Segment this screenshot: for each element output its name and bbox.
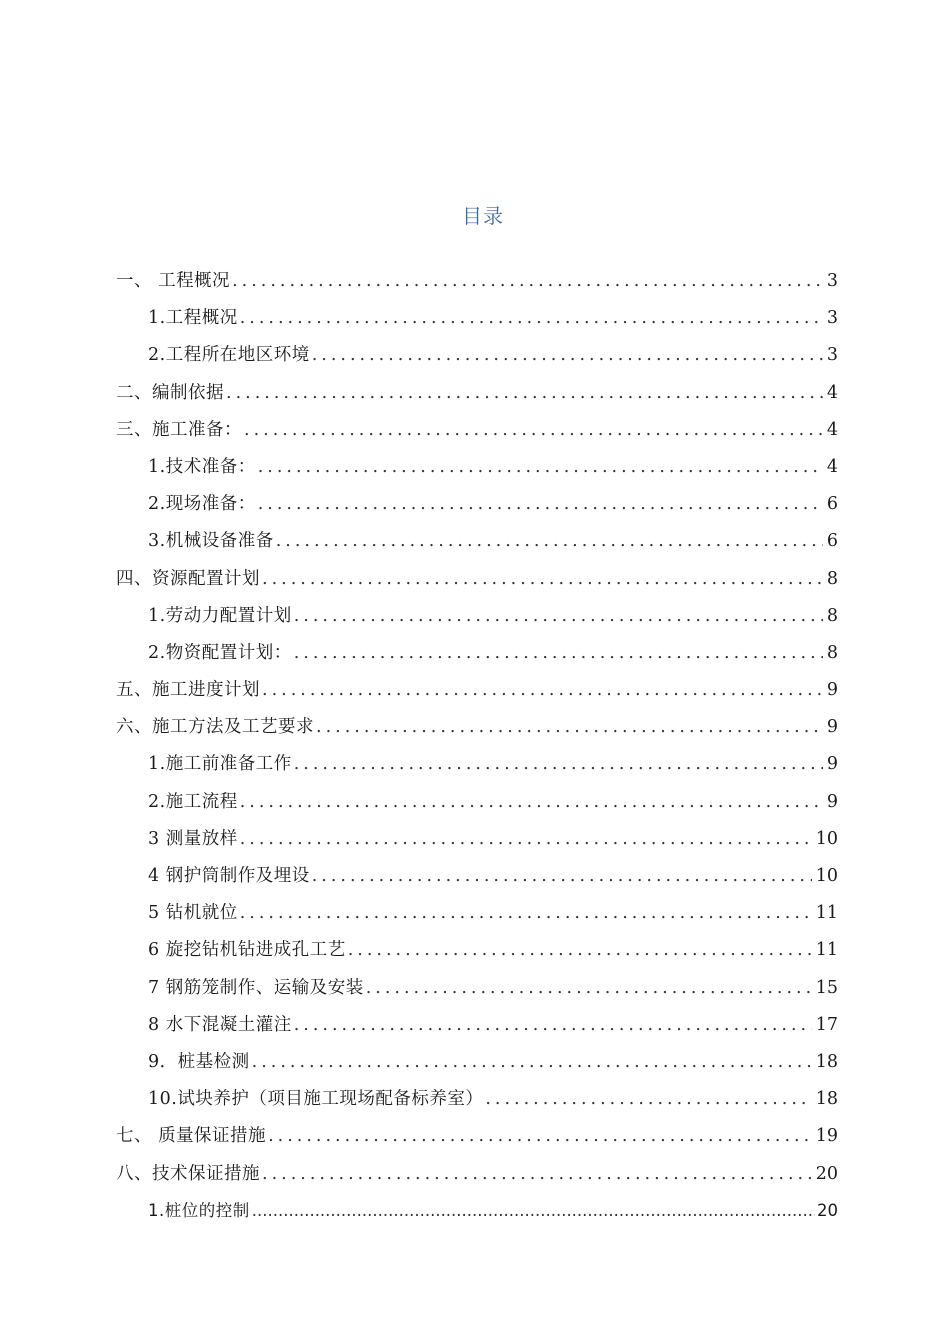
toc-entry[interactable] [116, 379, 838, 416]
toc-entry[interactable] [116, 676, 838, 713]
toc-entry[interactable] [116, 750, 838, 787]
toc-entry[interactable] [116, 602, 838, 639]
toc-entry-page-number: 9 [826, 680, 838, 701]
toc-entry-label: 2.现场准备： [148, 494, 256, 515]
toc-entry-label: 1.桩位的控制 [148, 1200, 250, 1220]
toc-entry-label: 七、 质量保证措施 [116, 1126, 267, 1147]
toc-leader-dots [240, 829, 812, 849]
toc-leader-dots [252, 1052, 812, 1072]
toc-leader-dots [262, 680, 823, 700]
toc-entry[interactable] [116, 1085, 838, 1122]
toc-entry-label: 八、技术保证措施 [116, 1163, 260, 1184]
toc-entry-page-number: 9 [826, 717, 838, 738]
toc-entry-label: 3 测量放样 [148, 828, 238, 849]
toc-entry-label: 2.工程所在地区环境 [148, 345, 310, 366]
toc-leader-dots [276, 531, 823, 551]
toc-entry-page-number: 3 [826, 345, 838, 366]
toc-entry-label: 5 钻机就位 [148, 903, 238, 924]
toc-entry-label: 1.工程概况 [148, 308, 238, 329]
toc-entry-label: 六、施工方法及工艺要求 [116, 717, 314, 738]
toc-entry-page-number: 11 [815, 903, 838, 924]
toc-leader-dots [316, 717, 823, 737]
toc-entry-label: 三、施工准备： [116, 419, 242, 440]
toc-leader-dots [262, 569, 823, 589]
toc-entry[interactable] [116, 899, 838, 936]
toc-entry-label: 五、施工进度计划 [116, 680, 260, 701]
toc-entry-label: 7 钢筋笼制作、运输及安装 [148, 977, 364, 998]
toc-leader-dots [258, 494, 823, 514]
toc-entry-page-number: 18 [815, 1089, 838, 1110]
toc-leader-dots [294, 606, 823, 626]
toc-entry[interactable] [116, 1197, 838, 1234]
toc-leader-dots [240, 308, 823, 328]
toc-entry[interactable] [116, 974, 838, 1011]
toc-entry[interactable] [116, 936, 838, 973]
toc-entry-page-number: 10 [815, 866, 838, 886]
toc-entry[interactable] [116, 788, 838, 825]
toc-leader-dots [294, 1015, 812, 1035]
toc-entry-label: 1.技术准备： [148, 456, 256, 477]
toc-entry-page-number: 17 [815, 1014, 838, 1035]
toc-leader-dots [312, 866, 812, 886]
toc-leader-dots [258, 457, 823, 477]
toc-entry-page-number: 8 [826, 642, 838, 663]
toc-entry-page-number: 19 [815, 1126, 838, 1147]
table-of-contents [116, 267, 838, 1234]
toc-entry-page-number: 9 [826, 791, 838, 812]
toc-entry-page-number: 10 [815, 828, 838, 849]
toc-entry-page-number: 6 [826, 494, 838, 515]
toc-entry-page-number: 3 [826, 308, 838, 329]
toc-entry-label: 6 旋挖钻机钻进成孔工艺 [148, 940, 346, 961]
toc-entry-label: 9．桩基检测 [148, 1051, 250, 1072]
toc-entry-label: 8 水下混凝土灌注 [148, 1014, 292, 1035]
toc-leader-dots [485, 1089, 811, 1109]
toc-entry-page-number: 6 [826, 531, 838, 552]
toc-title: 目录 [462, 204, 504, 228]
toc-leader-dots [348, 940, 812, 960]
toc-entry[interactable] [116, 639, 838, 676]
toc-leader-dots [240, 903, 812, 923]
toc-leader-dots [268, 1126, 812, 1146]
toc-leader-dots [294, 754, 823, 774]
toc-entry-page-number: 4 [826, 419, 838, 440]
toc-entry-page-number: 4 [826, 456, 838, 477]
toc-entry-page-number: 15 [815, 977, 838, 998]
toc-entry[interactable] [116, 1048, 838, 1085]
toc-entry[interactable] [116, 267, 838, 304]
toc-entry-page-number: 18 [815, 1051, 838, 1072]
toc-entry-label: 一、 工程概况 [116, 271, 231, 291]
toc-entry-label: 2.物资配置计划： [148, 642, 292, 663]
toc-entry[interactable] [116, 1160, 838, 1197]
toc-leader-dots [262, 1164, 812, 1184]
toc-entry-label: 4 钢护筒制作及埋设 [148, 866, 310, 886]
toc-leader-dots [294, 643, 823, 663]
toc-entry[interactable] [116, 825, 838, 862]
toc-entry-label: 3.机械设备准备 [148, 531, 274, 552]
toc-entry-page-number: 20 [815, 1163, 838, 1184]
toc-entry-label: 10.试块养护（项目施工现场配备标养室） [148, 1089, 484, 1110]
toc-entry-label: 1.劳动力配置计划 [148, 605, 292, 626]
toc-entry[interactable] [116, 416, 838, 453]
toc-entry-label: 2.施工流程 [148, 791, 238, 812]
toc-entry[interactable] [116, 304, 838, 341]
toc-entry[interactable] [116, 1011, 838, 1048]
toc-entry-page-number: 11 [815, 940, 838, 961]
toc-leader-dots [366, 978, 812, 998]
toc-entry[interactable] [116, 565, 838, 602]
toc-leader-dots [252, 1201, 815, 1220]
toc-leader-dots [232, 271, 823, 291]
toc-entry-page-number: 9 [826, 754, 838, 775]
toc-leader-dots [240, 792, 823, 812]
toc-entry-page-number: 3 [826, 271, 838, 291]
toc-entry-label: 四、资源配置计划 [116, 568, 260, 589]
toc-entry[interactable] [116, 713, 838, 750]
toc-entry[interactable] [116, 862, 838, 899]
toc-leader-dots [226, 383, 823, 403]
toc-entry[interactable] [116, 453, 838, 490]
toc-leader-dots [312, 345, 823, 365]
toc-entry[interactable] [116, 341, 838, 378]
toc-entry-page-number: 20 [817, 1200, 838, 1220]
toc-entry-page-number: 4 [826, 382, 838, 403]
toc-entry[interactable] [116, 490, 838, 527]
toc-leader-dots [244, 420, 823, 440]
toc-entry[interactable] [116, 527, 838, 564]
toc-entry-label: 1.施工前准备工作 [148, 754, 292, 775]
toc-entry-label: 二、编制依据 [116, 382, 224, 403]
toc-entry-page-number: 8 [826, 568, 838, 589]
toc-entry-page-number: 8 [826, 605, 838, 626]
toc-entry[interactable] [116, 1122, 838, 1159]
